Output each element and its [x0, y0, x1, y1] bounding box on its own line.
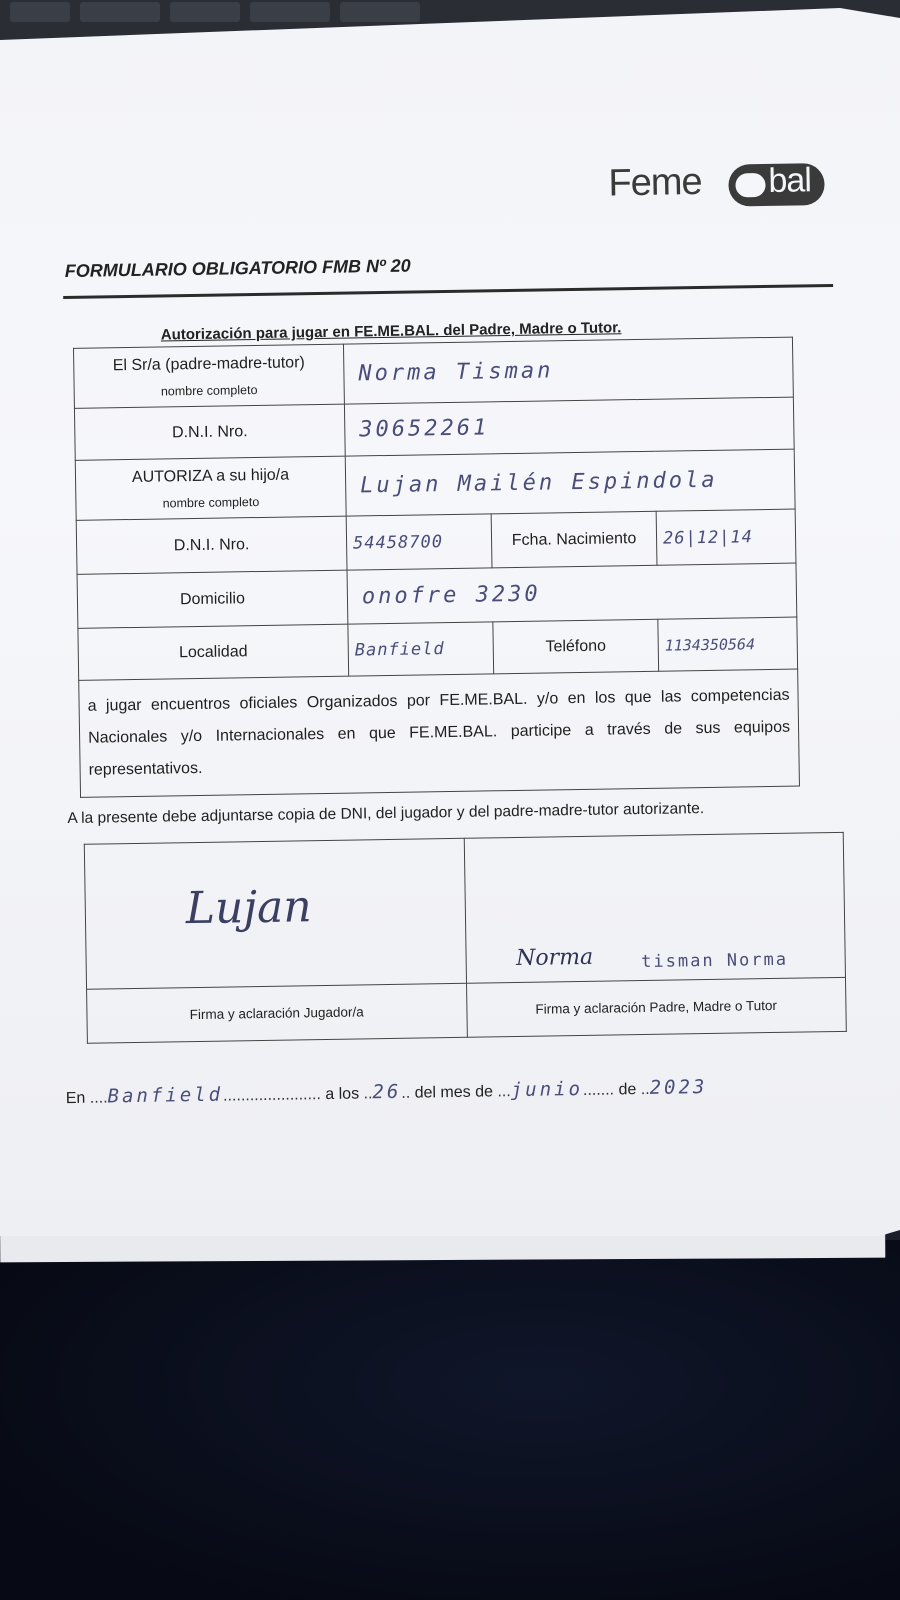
birth-date-field[interactable]: 26|12|14	[656, 509, 796, 565]
signature-table	[84, 832, 847, 1044]
year-label: de	[618, 1081, 637, 1099]
tutor-sublabel: nombre completo	[160, 382, 258, 399]
player-signature: Lujan	[185, 881, 312, 935]
child-label-cell	[75, 456, 346, 520]
table-row	[84, 832, 845, 989]
table-row	[74, 337, 794, 408]
title-divider	[63, 284, 833, 299]
phone-label: Teléfono	[493, 619, 659, 674]
dotted-line: ...	[497, 1083, 511, 1101]
place-field[interactable]: Banfield	[107, 1083, 224, 1108]
a-los-label: a los	[325, 1085, 360, 1104]
birth-date-label: Fcha. Nacimiento	[491, 511, 657, 568]
form-subtitle: Autorización para jugar en FE.ME.BAL. del Padre, Madre o Tutor.	[160, 319, 622, 344]
tutor-dni-label: D.N.I. Nro.	[74, 404, 345, 460]
table-row	[75, 449, 795, 520]
dotted-line: ....	[89, 1089, 108, 1107]
address-label: Domicilio	[77, 570, 348, 628]
form-title: FORMULARIO OBLIGATORIO FMB Nº 20	[64, 255, 411, 282]
en-label: En	[65, 1089, 86, 1108]
tutor-signature-box[interactable]	[464, 832, 846, 983]
month-field[interactable]: junio	[510, 1077, 584, 1102]
table-row	[79, 669, 800, 797]
address-field[interactable]: onofre 3230	[347, 563, 797, 624]
tutor-signature-caption: Firma y aclaración Padre, Madre o Tutor	[466, 977, 846, 1037]
tutor-clarification: tisman Norma	[641, 949, 789, 973]
child-sublabel: nombre completo	[162, 494, 260, 511]
child-dni-field[interactable]: 54458700	[346, 514, 492, 570]
attachment-note: A la presente debe adjuntarse copia de DNI, del jugador y del padre-madre-tutor autorizante.	[67, 800, 705, 828]
tutor-name-field[interactable]: Norma Tisman	[343, 337, 793, 404]
child-label: AUTORIZA a su hijo/a	[131, 466, 290, 486]
authorization-text: a jugar encuentros oficiales Organizados por FE.ME.BAL. y/o en los que las competencias Nacionales y/o Internacionales en que FE.ME.BAL. participe a través de sus equipos representativos.	[79, 669, 800, 797]
city-field[interactable]: Banfield	[348, 622, 494, 676]
logo-ring-shape	[730, 168, 771, 203]
player-signature-caption: Firma y aclaración Jugador/a	[87, 983, 467, 1043]
femebal-logo	[608, 159, 829, 222]
player-signature-box[interactable]	[84, 838, 466, 989]
dark-surface	[0, 1240, 900, 1600]
child-name-field[interactable]: Lujan Mailén Espindola	[345, 449, 795, 516]
dotted-line: ..	[401, 1084, 411, 1102]
year-field[interactable]: 2023	[649, 1076, 708, 1099]
day-field[interactable]: 26	[372, 1080, 402, 1104]
city-label: Localidad	[78, 624, 349, 680]
date-place-line	[66, 1076, 708, 1108]
tutor-signature: Norma	[515, 944, 594, 972]
dotted-line: ..	[363, 1085, 373, 1103]
tutor-label-cell	[74, 344, 345, 408]
child-dni-label: D.N.I. Nro.	[76, 516, 347, 574]
dotted-line: .......	[582, 1081, 615, 1099]
logo-text: Feme	[608, 160, 702, 205]
dotted-line: ..	[640, 1080, 650, 1099]
authorization-table	[73, 337, 800, 798]
tutor-label: El Sr/a (padre-madre-tutor)	[112, 353, 305, 374]
tutor-dni-field[interactable]: 30652261	[344, 397, 794, 456]
logo-pill-text: bal	[768, 161, 812, 200]
month-label: del mes de	[414, 1083, 494, 1102]
phone-field[interactable]: 1134350564	[658, 617, 798, 671]
dotted-line: ......................	[222, 1086, 322, 1105]
